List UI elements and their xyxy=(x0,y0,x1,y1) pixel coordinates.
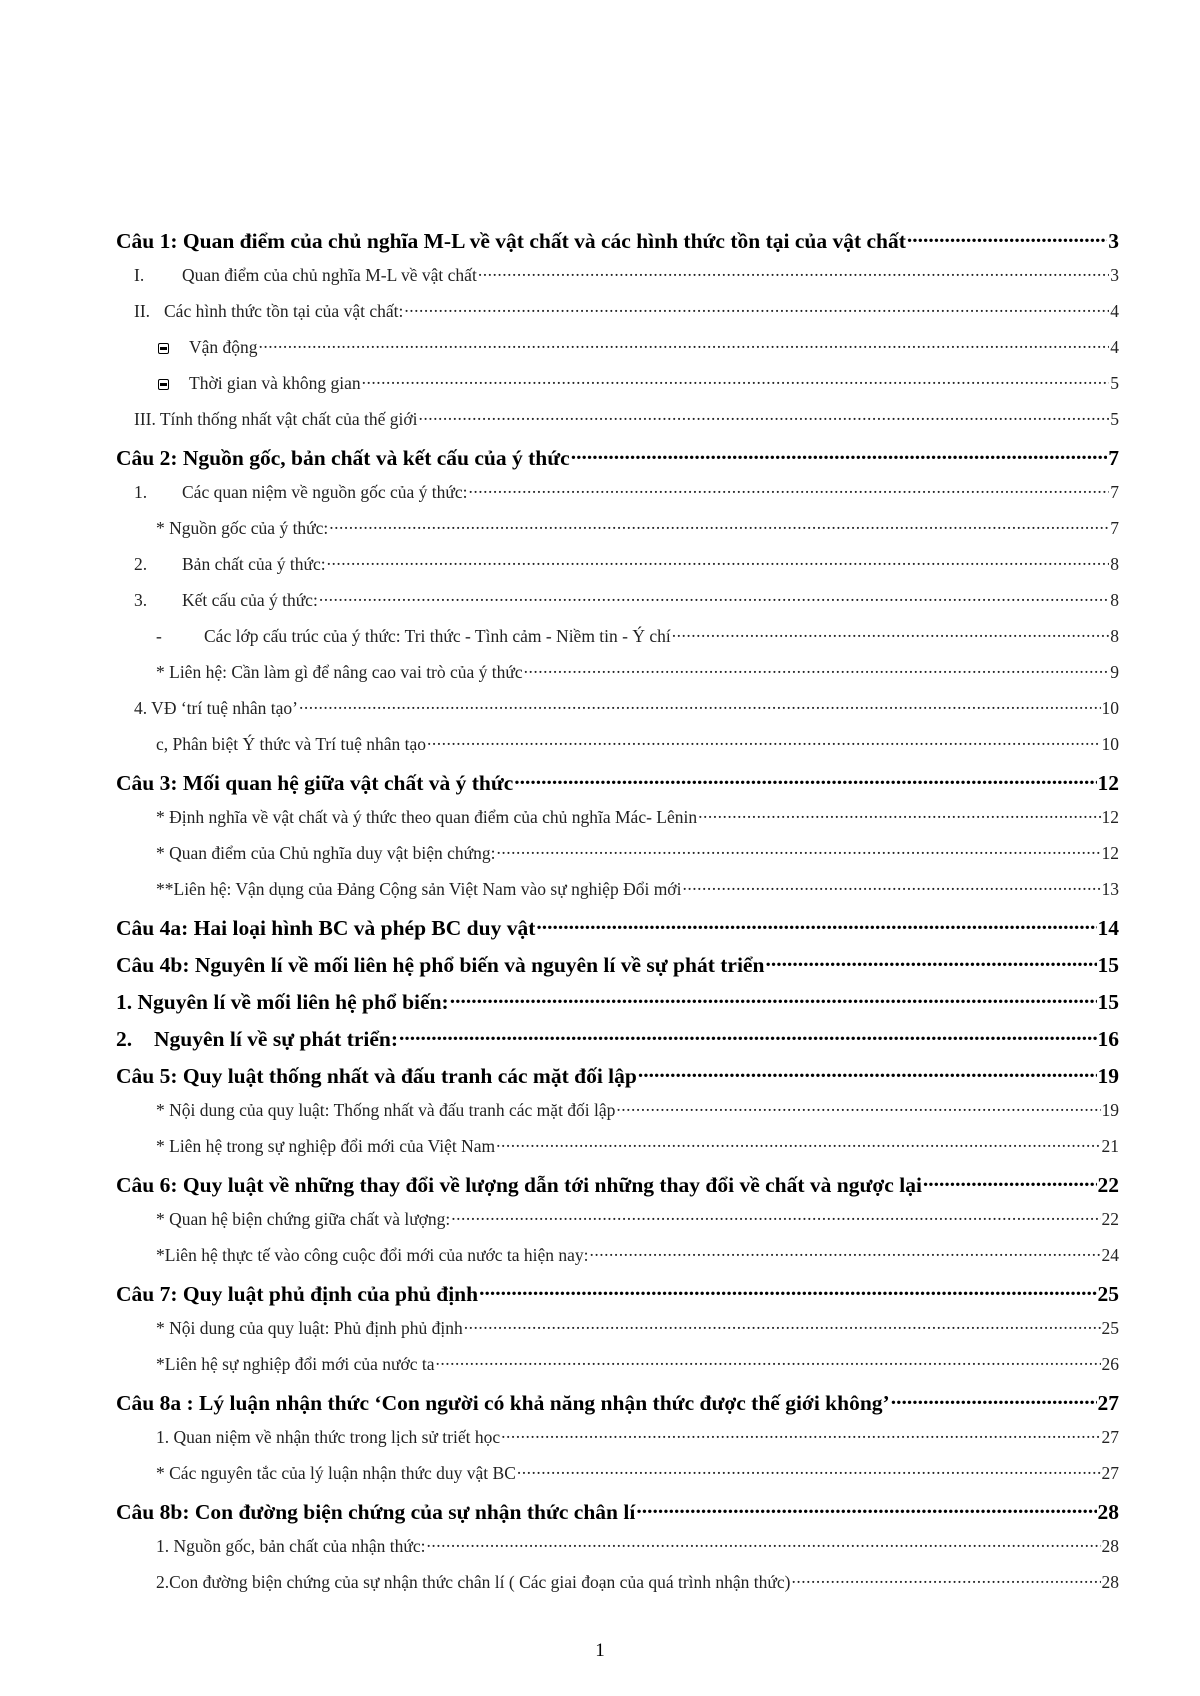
box-bullet-icon xyxy=(158,343,169,354)
dot-leader xyxy=(418,407,1109,425)
dot-leader xyxy=(792,1570,1101,1588)
dot-leader xyxy=(682,877,1100,895)
toc-entry-label xyxy=(116,1500,635,1525)
dot-leader xyxy=(319,588,1109,606)
toc-entry[interactable] xyxy=(116,1279,1119,1316)
toc-entry-text: Câu 8b: Con đường biện chứng của sự nhận thức chân lí xyxy=(116,1499,636,1524)
toc-entry-marker: 3. xyxy=(134,589,148,610)
toc-entry-label xyxy=(116,1173,922,1198)
dot-leader xyxy=(464,1316,1101,1334)
toc-entry-label xyxy=(116,1245,589,1266)
toc-entry[interactable] xyxy=(116,913,1119,950)
dot-leader xyxy=(479,1279,1096,1301)
dot-leader xyxy=(514,768,1096,790)
toc-entry[interactable] xyxy=(116,443,1119,480)
toc-entry-page: 25 xyxy=(1101,1317,1119,1338)
toc-entry-page: 7 xyxy=(1110,517,1119,538)
toc-entry-text: * Quan hệ biện chứng giữa chất và lượng: xyxy=(156,1208,451,1229)
toc-entry-text: 1. Quan niệm về nhận thức trong lịch sử triết học xyxy=(156,1426,501,1447)
toc-entry[interactable] xyxy=(116,1061,1119,1098)
toc-entry[interactable] xyxy=(116,371,1119,407)
toc-entry-text: Tính thống nhất vật chất của thế giới xyxy=(159,408,418,429)
toc-entry-label xyxy=(116,337,258,358)
toc-entry[interactable] xyxy=(116,987,1119,1024)
toc-entry-label xyxy=(116,807,697,828)
toc-entry[interactable] xyxy=(116,588,1119,624)
toc-entry-label xyxy=(116,843,495,864)
toc-entry[interactable] xyxy=(116,1024,1119,1061)
toc-entry-text: * Liên hệ: Cần làm gì để nâng cao vai trò của ý thức xyxy=(156,661,523,682)
toc-entry-label xyxy=(116,771,513,796)
dot-leader xyxy=(923,1170,1097,1192)
dot-leader xyxy=(362,371,1110,389)
toc-entry-label xyxy=(116,1282,478,1307)
dot-leader xyxy=(524,660,1110,678)
toc-entry-text: Vận động xyxy=(189,336,258,357)
toc-entry-text: Câu 6: Quy luật về những thay đổi về lượng dẫn tới những thay đổi về chất và ngược lại xyxy=(116,1172,922,1197)
toc-entry-page: 16 xyxy=(1097,1026,1119,1051)
toc-entry-marker: - xyxy=(156,625,162,646)
toc-entry-text: Quan điểm của chủ nghĩa M-L về vật chất xyxy=(182,264,477,285)
toc-entry-page: 8 xyxy=(1110,553,1119,574)
dot-leader xyxy=(399,1024,1096,1046)
toc-entry[interactable] xyxy=(116,1316,1119,1352)
toc-entry-text: Kết cấu của ý thức: xyxy=(182,589,318,610)
toc-entry-page: 4 xyxy=(1110,336,1119,357)
toc-entry[interactable] xyxy=(116,1207,1119,1243)
dot-leader xyxy=(501,1425,1100,1443)
toc-entry-label xyxy=(116,229,906,254)
toc-entry-label xyxy=(116,1209,450,1230)
toc-entry-page: 9 xyxy=(1110,661,1119,682)
dot-leader xyxy=(450,987,1097,1009)
dot-leader xyxy=(404,299,1109,317)
toc-entry-page: 4 xyxy=(1110,300,1119,321)
dot-leader xyxy=(327,552,1110,570)
toc-entry-label xyxy=(116,1100,615,1121)
dot-leader xyxy=(329,516,1109,534)
toc-entry-text: c, Phân biệt Ý thức và Trí tuệ nhân tạo xyxy=(156,733,427,754)
toc-entry-label xyxy=(116,953,764,978)
toc-entry-page: 8 xyxy=(1110,589,1119,610)
toc-entry[interactable] xyxy=(116,732,1119,768)
dot-leader xyxy=(636,1497,1096,1519)
dot-leader xyxy=(478,263,1109,281)
toc-entry[interactable] xyxy=(116,1098,1119,1134)
toc-entry-page: 8 xyxy=(1110,625,1119,646)
toc-entry-text: Các hình thức tồn tại của vật chất: xyxy=(164,300,404,321)
toc-entry-text: Thời gian và không gian xyxy=(189,372,361,393)
toc-entry-label xyxy=(116,916,535,941)
toc-entry-label xyxy=(116,990,449,1015)
toc-entry-text: Các lớp cấu trúc của ý thức: Tri thức - Tình cảm - Niềm tin - Ý chí xyxy=(204,625,671,646)
toc-entry[interactable] xyxy=(116,552,1119,588)
toc-entry-page: 10 xyxy=(1101,733,1119,754)
toc-entry-text: Câu 4b: Nguyên lí về mối liên hệ phổ biến và nguyên lí về sự phát triển xyxy=(116,952,765,977)
toc-entry-page: 5 xyxy=(1110,372,1119,393)
toc-entry-page: 28 xyxy=(1097,1499,1119,1524)
box-bullet-icon xyxy=(158,379,169,390)
toc-entry[interactable] xyxy=(116,1534,1119,1570)
toc-entry-marker: 1. xyxy=(134,481,148,502)
toc-entry[interactable] xyxy=(116,1497,1119,1534)
toc-entry[interactable] xyxy=(116,1388,1119,1425)
toc-entry[interactable] xyxy=(116,696,1119,732)
toc-entry-label xyxy=(116,1354,435,1375)
toc-entry-page: 26 xyxy=(1101,1353,1119,1374)
toc-entry-page: 25 xyxy=(1097,1281,1119,1306)
toc-entry[interactable] xyxy=(116,1243,1119,1279)
dot-leader xyxy=(517,1461,1101,1479)
toc-entry[interactable] xyxy=(116,1570,1119,1606)
dot-leader xyxy=(907,226,1107,248)
toc-entry[interactable] xyxy=(116,877,1119,913)
dot-leader xyxy=(638,1061,1097,1083)
toc-entry[interactable] xyxy=(116,1170,1119,1207)
dot-leader xyxy=(571,443,1108,465)
toc-entry-label xyxy=(116,482,468,503)
toc-entry-page: 22 xyxy=(1101,1208,1119,1229)
toc-entry[interactable] xyxy=(116,516,1119,552)
toc-entry-text: Các quan niệm về nguồn gốc của ý thức: xyxy=(182,481,468,502)
toc-entry-page: 19 xyxy=(1101,1099,1119,1120)
toc-entry[interactable] xyxy=(116,335,1119,371)
toc-entry[interactable] xyxy=(116,226,1119,263)
toc-entry-label xyxy=(116,1427,500,1448)
toc-entry[interactable] xyxy=(116,660,1119,696)
toc-entry[interactable] xyxy=(116,841,1119,877)
toc-entry-text: 1. Nguyên lí về mối liên hệ phổ biến: xyxy=(116,989,449,1014)
dot-leader xyxy=(590,1243,1101,1261)
toc-entry-page: 27 xyxy=(1101,1426,1119,1447)
toc-entry-text: Câu 3: Mối quan hệ giữa vật chất và ý thức xyxy=(116,770,514,795)
toc-entry-label xyxy=(116,1136,495,1157)
toc-entry-page: 27 xyxy=(1101,1462,1119,1483)
toc-entry-text: Câu 8a : Lý luận nhận thức ‘Con người có khả năng nhận thức được thế giới không’ xyxy=(116,1390,890,1415)
page-number: 1 xyxy=(595,1640,605,1661)
toc-entry-label xyxy=(116,1064,637,1089)
toc-entry-marker: 2. xyxy=(116,1026,133,1051)
toc-entry-text: * Nguồn gốc của ý thức: xyxy=(156,517,329,538)
toc-entry-text: 1. Nguồn gốc, bản chất của nhận thức: xyxy=(156,1535,426,1556)
toc-entry-marker: I. xyxy=(134,264,145,285)
dot-leader xyxy=(496,1134,1100,1152)
toc-entry-label xyxy=(116,662,523,683)
toc-entry-text: Bản chất của ý thức: xyxy=(182,553,326,574)
toc-entry-page: 10 xyxy=(1101,697,1119,718)
toc-entry-label xyxy=(116,1463,516,1484)
toc-entry-text: * Nội dung của quy luật: Phủ định phủ định xyxy=(156,1317,463,1338)
toc-entry[interactable] xyxy=(116,805,1119,841)
toc-entry-page: 22 xyxy=(1097,1172,1119,1197)
toc-entry-page: 24 xyxy=(1101,1244,1119,1265)
toc-entry[interactable] xyxy=(116,1425,1119,1461)
toc-entry-text: 4. VĐ ‘trí tuệ nhân tạo’ xyxy=(134,697,298,718)
toc-entry-text: *Liên hệ sự nghiệp đổi mới của nước ta xyxy=(156,1353,435,1374)
toc-entry-label xyxy=(116,1572,791,1593)
toc-entry-page: 7 xyxy=(1110,481,1119,502)
toc-entry-text: * Nội dung của quy luật: Thống nhất và đấu tranh các mặt đối lập xyxy=(156,1099,616,1120)
dot-leader xyxy=(299,696,1101,714)
toc-entry[interactable] xyxy=(116,1461,1119,1497)
dot-leader xyxy=(698,805,1100,823)
toc-entry-label xyxy=(116,698,298,719)
toc-entry-page: 3 xyxy=(1110,264,1119,285)
toc-entry-marker: III. xyxy=(134,408,156,429)
toc-entry-text: Nguyên lí về sự phát triển: xyxy=(154,1026,399,1051)
dot-leader xyxy=(765,950,1096,972)
dot-leader xyxy=(469,480,1110,498)
toc-entry-page: 15 xyxy=(1097,952,1119,977)
toc-entry-page: 12 xyxy=(1101,806,1119,827)
toc-entry-text: Câu 2: Nguồn gốc, bản chất và kết cấu của ý thức xyxy=(116,445,570,470)
toc-entry-text: 2.Con đường biện chứng của sự nhận thức chân lí ( Các giai đoạn của quá trình nhận thức) xyxy=(156,1571,791,1592)
toc-entry-label xyxy=(116,626,671,647)
toc-entry-label xyxy=(116,373,361,394)
toc-entry-label xyxy=(116,1536,425,1557)
toc-entry-page: 27 xyxy=(1097,1390,1119,1415)
toc-entry[interactable] xyxy=(116,299,1119,335)
toc-entry-label xyxy=(116,409,417,430)
toc-entry-label xyxy=(116,265,477,286)
toc-entry-page: 28 xyxy=(1101,1571,1119,1592)
toc-entry[interactable] xyxy=(116,624,1119,660)
toc-entry-page: 19 xyxy=(1097,1063,1119,1088)
toc-entry-text: Câu 1: Quan điểm của chủ nghĩa M-L về vật chất và các hình thức tồn tại của vật chất xyxy=(116,228,906,253)
toc-entry-page: 3 xyxy=(1108,228,1119,253)
dot-leader xyxy=(496,841,1100,859)
toc-entry-page: 28 xyxy=(1101,1535,1119,1556)
toc-entry-page: 7 xyxy=(1108,445,1119,470)
dot-leader xyxy=(436,1352,1101,1370)
dot-leader xyxy=(451,1207,1100,1225)
toc-entry-label xyxy=(116,1391,890,1416)
dot-leader xyxy=(616,1098,1100,1116)
toc-entry-text: * Liên hệ trong sự nghiệp đổi mới của Việt Nam xyxy=(156,1135,496,1156)
toc-entry-label xyxy=(116,879,681,900)
toc-entry-text: **Liên hệ: Vận dụng của Đảng Cộng sản Việt Nam vào sự nghiệp Đổi mới xyxy=(156,878,682,899)
toc-entry-label xyxy=(116,301,403,322)
toc-entry-label xyxy=(116,554,326,575)
dot-leader xyxy=(426,1534,1100,1552)
toc-entry-text: * Định nghĩa về vật chất và ý thức theo quan điểm của chủ nghĩa Mác- Lênin xyxy=(156,806,698,827)
toc-entry-text: * Quan điểm của Chủ nghĩa duy vật biện chứng: xyxy=(156,842,496,863)
toc-entry-text: Câu 7: Quy luật phủ định của phủ định xyxy=(116,1281,479,1306)
toc-entry[interactable] xyxy=(116,768,1119,805)
toc-entry-text: *Liên hệ thực tế vào công cuộc đổi mới của nước ta hiện nay: xyxy=(156,1244,589,1265)
toc-entry-page: 14 xyxy=(1097,915,1119,940)
toc-entry-marker: II. xyxy=(134,300,151,321)
toc-entry-label xyxy=(116,1318,463,1339)
toc-entry-page: 5 xyxy=(1110,408,1119,429)
toc-entry-label xyxy=(116,446,570,471)
toc-entry-marker: 2. xyxy=(134,553,148,574)
toc-entry[interactable] xyxy=(116,263,1119,299)
toc-entry-page: 15 xyxy=(1097,989,1119,1014)
toc-entry[interactable] xyxy=(116,1134,1119,1170)
dot-leader xyxy=(536,913,1096,935)
dot-leader xyxy=(259,335,1110,353)
dot-leader xyxy=(891,1388,1097,1410)
toc-entry-text: * Các nguyên tắc của lý luận nhận thức duy vật BC xyxy=(156,1462,516,1483)
toc-entry[interactable] xyxy=(116,407,1119,443)
toc-entry-label xyxy=(116,590,318,611)
toc-entry-text: Câu 4a: Hai loại hình BC và phép BC duy vật xyxy=(116,915,536,940)
toc-entry[interactable] xyxy=(116,1352,1119,1388)
toc-entry[interactable] xyxy=(116,950,1119,987)
toc-entry-page: 21 xyxy=(1101,1135,1119,1156)
dot-leader xyxy=(672,624,1110,642)
toc-entry-label xyxy=(116,518,328,539)
toc-entry-label xyxy=(116,734,426,755)
toc-entry-page: 13 xyxy=(1101,878,1119,899)
toc-entry-text: Câu 5: Quy luật thống nhất và đấu tranh các mặt đối lập xyxy=(116,1063,637,1088)
toc-entry-page: 12 xyxy=(1097,770,1119,795)
toc-entry-label xyxy=(116,1027,398,1052)
dot-leader xyxy=(427,732,1100,750)
toc-entry-page: 12 xyxy=(1101,842,1119,863)
toc-entry[interactable] xyxy=(116,480,1119,516)
table-of-contents xyxy=(116,226,1119,1606)
